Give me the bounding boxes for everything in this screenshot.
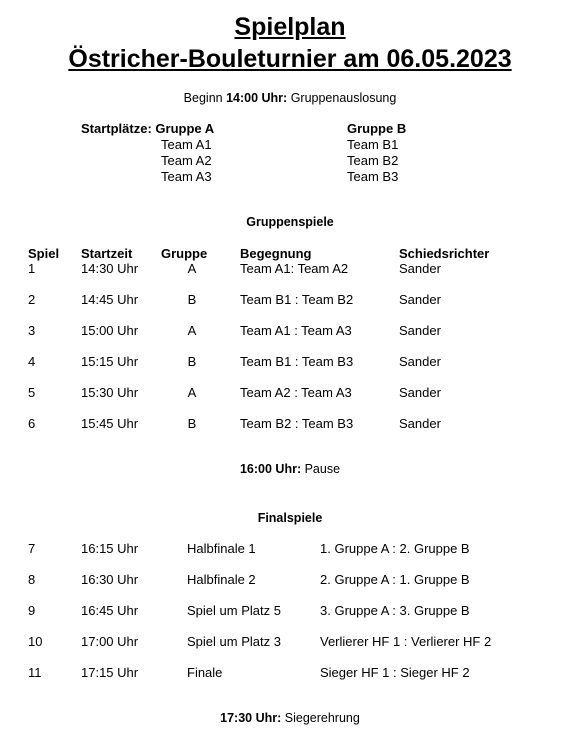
row-zeit: 14:45 Uhr — [81, 292, 139, 307]
row-zeit: 16:15 Uhr — [81, 541, 139, 556]
group-b-team-3: Team B3 — [347, 169, 399, 184]
ceremony-time: 17:30 Uhr: — [220, 711, 282, 725]
row-begegnung: Verlierer HF 1 : Verlierer HF 2 — [320, 634, 492, 649]
header-begegnung: Begegnung — [240, 246, 312, 261]
row-begegnung: Team B1 : Team B2 — [240, 292, 354, 307]
row-zeit: 15:00 Uhr — [81, 323, 139, 338]
row-begegnung: Team A2 : Team A3 — [240, 385, 352, 400]
row-gruppe: B — [187, 292, 197, 307]
header-schiedsrichter: Schiedsrichter — [399, 246, 490, 261]
row-begegnung: Team B2 : Team B3 — [240, 416, 354, 431]
start-label: Gruppenauslosung — [287, 91, 397, 105]
group-b-team-1: Team B1 — [347, 137, 399, 152]
group-a-team-1: Team A1 — [161, 137, 212, 152]
row-zeit: 14:30 Uhr — [81, 261, 139, 276]
header-spiel: Spiel — [28, 246, 60, 261]
group-a-title: Gruppe A — [155, 121, 215, 136]
row-begegnung: Team A1 : Team A3 — [240, 323, 352, 338]
row-spiel: 2 — [28, 292, 36, 307]
group-games-title: Gruppenspiele — [246, 215, 334, 229]
row-spiel: 11 — [28, 665, 42, 680]
group-a-team-2: Team A2 — [161, 153, 212, 168]
row-zeit: 15:45 Uhr — [81, 416, 139, 431]
page-subtitle: Östricher-Bouleturnier am 06.05.2023 — [68, 45, 512, 73]
header-gruppe: Gruppe — [161, 246, 208, 261]
row-spiel: 5 — [28, 385, 36, 400]
start-prefix: Beginn — [183, 91, 227, 105]
row-name: Halbfinale 1 — [187, 541, 256, 556]
row-begegnung: Team A1: Team A2 — [240, 261, 349, 276]
row-schiedsrichter: Sander — [399, 385, 441, 400]
group-b-team-2: Team B2 — [347, 153, 399, 168]
start-line — [0, 91, 580, 106]
row-spiel: 6 — [28, 416, 36, 431]
row-spiel: 7 — [28, 541, 36, 556]
row-name: Finale — [187, 665, 223, 680]
group-b-title: Gruppe B — [347, 121, 407, 136]
row-begegnung: Team B1 : Team B3 — [240, 354, 354, 369]
row-name: Spiel um Platz 5 — [187, 603, 281, 618]
row-name: Halbfinale 2 — [187, 572, 256, 587]
final-games-title: Finalspiele — [257, 511, 323, 525]
ceremony-line — [0, 711, 580, 726]
row-begegnung: Sieger HF 1 : Sieger HF 2 — [320, 665, 470, 680]
group-a-team-3: Team A3 — [161, 169, 212, 184]
header-startzeit: Startzeit — [81, 246, 133, 261]
pause-time: 16:00 Uhr: — [239, 462, 302, 476]
row-gruppe: B — [187, 416, 197, 431]
row-gruppe: A — [187, 385, 197, 400]
row-zeit: 15:30 Uhr — [81, 385, 139, 400]
start-time: 14:00 Uhr: — [226, 91, 288, 105]
ceremony-label: Siegerehrung — [281, 711, 360, 725]
row-begegnung: 1. Gruppe A : 2. Gruppe B — [320, 541, 470, 556]
row-schiedsrichter: Sander — [399, 292, 441, 307]
row-zeit: 16:30 Uhr — [81, 572, 139, 587]
startplaetze-label: Startplätze: — [81, 121, 152, 136]
row-schiedsrichter: Sander — [399, 416, 441, 431]
startplaetze-heading — [81, 121, 214, 137]
page-title: Spielplan — [234, 13, 346, 41]
row-zeit: 17:15 Uhr — [81, 665, 139, 680]
row-zeit: 17:00 Uhr — [81, 634, 139, 649]
row-schiedsrichter: Sander — [399, 261, 441, 276]
row-zeit: 15:15 Uhr — [81, 354, 139, 369]
row-gruppe: A — [187, 323, 197, 338]
row-spiel: 9 — [28, 603, 36, 618]
row-spiel: 10 — [28, 634, 43, 649]
row-spiel: 4 — [28, 354, 36, 369]
pause-label: Pause — [301, 462, 341, 476]
row-spiel: 8 — [28, 572, 36, 587]
row-name: Spiel um Platz 3 — [187, 634, 281, 649]
pause-line — [0, 462, 580, 477]
row-zeit: 16:45 Uhr — [81, 603, 139, 618]
row-begegnung: 2. Gruppe A : 1. Gruppe B — [320, 572, 470, 587]
row-spiel: 3 — [28, 323, 36, 338]
row-gruppe: A — [187, 261, 197, 276]
row-gruppe: B — [187, 354, 197, 369]
row-schiedsrichter: Sander — [399, 354, 441, 369]
row-begegnung: 3. Gruppe A : 3. Gruppe B — [320, 603, 470, 618]
row-schiedsrichter: Sander — [399, 323, 441, 338]
row-spiel: 1 — [28, 261, 36, 276]
